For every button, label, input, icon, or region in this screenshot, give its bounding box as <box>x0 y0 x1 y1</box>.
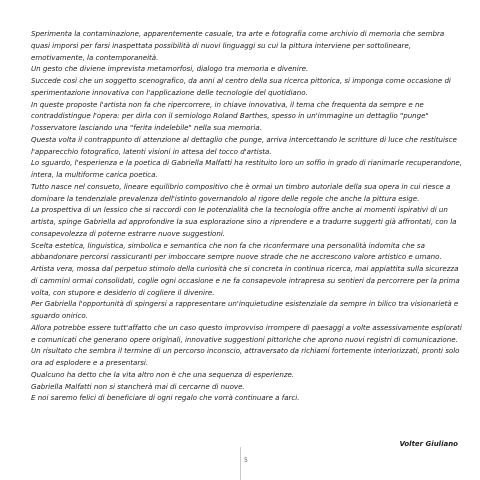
paragraph: Sperimenta la contaminazione, apparentemente casuale, tra arte e fotografia come archivio di memoria che sembra quasi imporsi per farsi inaspettata possibilità di nuovi linguaggi su cui la pittura interviene per sottolineare, emotivamente, la contemporaneità. <box>31 29 445 62</box>
essay-body <box>31 28 463 404</box>
paragraph: E noi saremo felici di beneficiare di ogni regalo che vorrà continuare a farci. <box>31 393 300 403</box>
paragraph: Qualcuno ha detto che la vita altro non è che una sequenza di esperienze. <box>31 369 295 379</box>
paragraph: La prospettiva di un lessico che si raccordi con le potenzialità che la tecnologia offre anche ai momenti ispirativi di un artista, spinge Gabriella ad approfondire la sua esplorazione sino a riprendere e a tradurre suggerti già affrontati, con la consapevolezza di poterne estrarre nuove suggestioni. <box>31 205 457 238</box>
paragraph: Scelta estetica, linguistica, simbolica e semantica che non fa che riconfermare una personalità indomita che sa abbandonare percorsi rassicuranti per imboccare sempre nuove strade che ne accrescono valore artistico e umano. <box>31 240 442 262</box>
paragraph: Gabriella Malfatti non si stancherà mai di cercarne di nuove. <box>31 381 245 391</box>
paragraph: Tutto nasce nel consueto, lineare equilibrio compositivo che è ormai un timbro autoriale della sua opera in cui riesce a dominare la tendenziale prevalenza dell'istinto governandolo al rigore delle regole che anche la pittura esige. <box>31 181 451 203</box>
paragraph: Un gesto che diviene imprevista metamorfosi, dialogo tra memoria e divenire. <box>31 64 309 74</box>
paragraph: Un risultato che sembra il termine di un percorso inconscio, attraversato da richiami fortemente interiorizzati, pronti solo ora ad esplodere e a presentarsi. <box>31 346 460 367</box>
paragraph: Lo sguardo, l'esperienza e la poetica di Gabriella Malfatti ha restituito loro un soffio in grado di rianimarle recuperandone, intera, la multiforme carica poetica. <box>31 158 463 179</box>
paragraph: In queste proposte l'artista non fa che ripercorrere, in chiave innovativa, il tema che frequenta da sempre e ne contraddistingue l'opera: per dirla con il semiologo Roland Barthes, spesso in un'immagine un dettaglio "punge" l'osservatore lasciando una "ferita indelebile" nella sua memoria. <box>31 99 429 132</box>
paragraph: Allora potrebbe essere tutt'affatto che un caso questo improvviso irrompere di paesaggi a volte assessivamente esplorati e comunicati che generano opere originali, innovative suggestioni pittoriche che aprono nuovi registri di comunicazione. <box>31 322 462 344</box>
paragraph: Questa volta il contrappunto di attenzione al dettaglio che punge, arriva intercettando le scritture di luce che restituisce l'apparecchio fotografico, latenti visioni in attesa del tocco d'artista. <box>31 134 457 156</box>
author-signature: Volter Giuliano <box>399 440 458 448</box>
page-number: 5 <box>244 457 248 464</box>
paragraph: Artista vera, mossa dal perpetuo stimolo della curiosità che si concreta in continua ricerca, mai appiattita sulla sicurezza di cammini ormai consolidati, coglie ogni occasione e ne fa consapevole intrapresa su sentieri da percorrere per la prima volta, con stupore e desiderio di cogliere il divenire. <box>31 264 460 297</box>
paragraph: Per Gabriella l'opportunità di spingersi a rappresentare un'inquietudine esistenziale da sempre in bilico tra visionarietà e sguardo onirico. <box>31 299 459 320</box>
footer-divider <box>240 447 241 480</box>
paragraph: Succede così che un soggetto scenografico, da anni al centro della sua ricerca pittorica, si imponga come occasione di sperimentazione innovativa con l'applicazione delle tecnologie del quotidiano. <box>31 76 451 97</box>
